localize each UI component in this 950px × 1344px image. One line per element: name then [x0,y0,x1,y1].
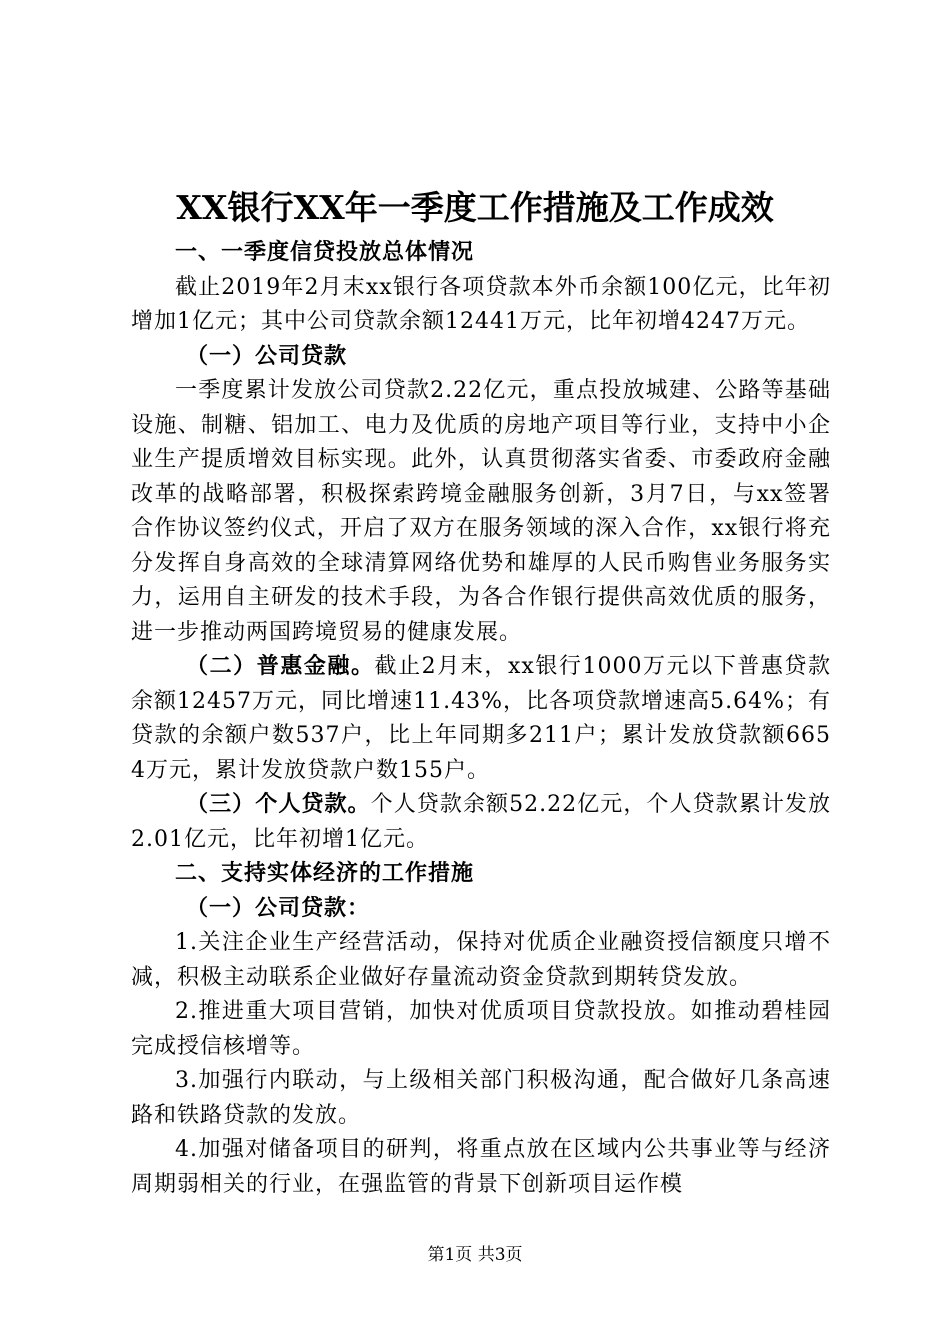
section-2-sub-1-heading: （一）公司贷款： [186,895,371,921]
section-1-sub-3-text: 个人贷款余额52.22亿元，个人贷款累计发放2.01亿元，比年初增1亿元。 [131,792,831,852]
section-1-heading: 一、一季度信贷投放总体情况 [175,240,475,265]
section-1-sub-2-text: 截止2月末，xx银行1000万元以下普惠贷款余额12457万元，同比增速11.43%，比各项贷款增速高5.64%；有贷款的余额户数537户，比上年同期多211户；累计发放贷款额6654万元，累计发放贷款户数155户。 [131,654,831,783]
section-2-item-3: 3.加强行内联动，与上级相关部门积极沟通，配合做好几条高速路和铁路贷款的发放。 [131,1068,831,1128]
section-1-sub-2-paragraph [131,650,831,788]
section-1-sub-3-paragraph [131,788,831,857]
section-2-heading: 二、支持实体经济的工作措施 [175,861,475,886]
page-footer: 第1页 共3页 [427,1245,523,1265]
section-1-sub-1-paragraph: 一季度累计发放公司贷款2.22亿元，重点投放城建、公路等基础设施、制糖、铝加工、电力及优质的房地产项目等行业，支持中小企业生产提质增效目标实现。此外，认真贯彻落实省委、市委政府金融改革的战略部署，积极探索跨境金融服务创新，3月7日，与xx签署合作协议签约仪式，开启了双方在服务领域的深入合作，xx银行将充分发挥自身高效的全球清算网络优势和雄厚的人民币购售业务服务实力，运用自主研发的技术手段，为各合作银行提供高效优质的服务，进一步推动两国跨境贸易的健康发展。 [131,378,831,645]
section-1-sub-2-label: （二）普惠金融。 [186,654,375,679]
document-title: XX银行XX年一季度工作措施及工作成效 [176,188,774,227]
section-2-item-1: 1.关注企业生产经营活动，保持对优质企业融资授信额度只增不减，积极主动联系企业做好存量流动资金贷款到期转贷发放。 [131,930,831,990]
section-2-item-2: 2.推进重大项目营销，加快对优质项目贷款投放。如推动碧桂园完成授信核增等。 [131,999,831,1059]
section-1-sub-3-label: （三）个人贷款。 [186,792,371,817]
section-2-item-4: 4.加强对储备项目的研判，将重点放在区域内公共事业等与经济周期弱相关的行业，在强监管的背景下创新项目运作模 [131,1137,831,1197]
section-1-paragraph: 截止2019年2月末xx银行各项贷款本外币余额100亿元，比年初增加1亿元；其中公司贷款余额12441万元，比年初增4247万元。 [131,274,831,334]
document-body [131,236,831,1202]
section-1-sub-1-heading: （一）公司贷款 [186,343,348,369]
